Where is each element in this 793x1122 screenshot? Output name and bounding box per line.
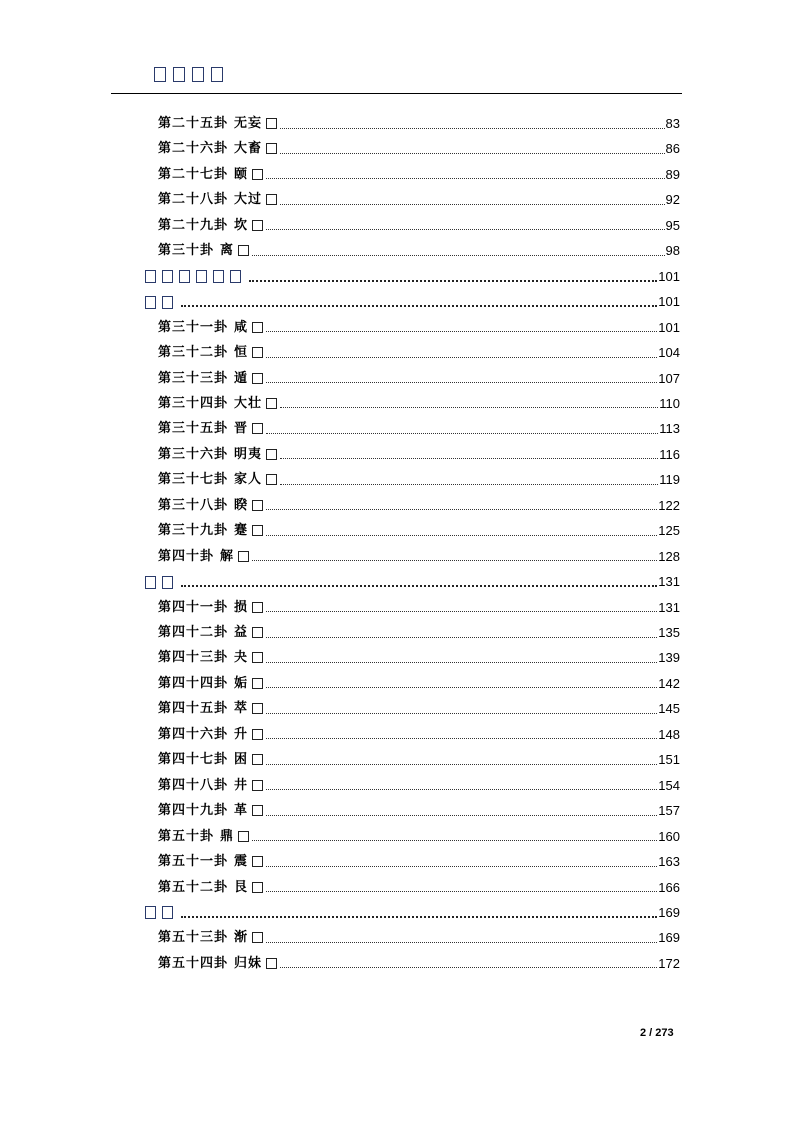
missing-glyph-icon bbox=[145, 906, 156, 919]
toc-page-number: 86 bbox=[665, 141, 680, 157]
missing-glyph-icon bbox=[266, 958, 277, 969]
hexagram-number: 第五十二卦 bbox=[158, 879, 229, 895]
dot-leader bbox=[266, 357, 657, 358]
hexagram-number: 第三十六卦 bbox=[158, 446, 229, 462]
hexagram-number: 第四十二卦 bbox=[158, 625, 229, 640]
toc-page-number: 122 bbox=[658, 497, 680, 513]
toc-entry[interactable] bbox=[158, 598, 680, 618]
missing-glyph-icon bbox=[252, 347, 263, 358]
hexagram-number: 第五十一卦 bbox=[158, 854, 229, 870]
hexagram-name: 井 bbox=[234, 777, 249, 793]
hexagram-name: 鼎 bbox=[220, 828, 235, 844]
section-title bbox=[145, 270, 241, 283]
hexagram-number: 第四十九卦 bbox=[158, 803, 229, 819]
hexagram-number: 第三十八卦 bbox=[158, 497, 229, 513]
hexagram-number: 第四十卦 bbox=[158, 548, 215, 564]
toc-entry[interactable] bbox=[158, 419, 680, 439]
hexagram-name: 坎 bbox=[234, 217, 249, 233]
dot-leader bbox=[280, 484, 658, 485]
toc-entry[interactable] bbox=[158, 369, 680, 389]
hexagram-number: 第四十一卦 bbox=[158, 599, 229, 615]
toc-page-number: 139 bbox=[658, 650, 680, 666]
toc-entry[interactable] bbox=[158, 139, 680, 159]
toc-entry-label bbox=[158, 827, 249, 847]
toc-page-number: 116 bbox=[659, 446, 680, 462]
dot-leader bbox=[280, 458, 658, 459]
toc-entry-label bbox=[158, 394, 277, 414]
dot-leader bbox=[181, 305, 657, 307]
toc-entry-label bbox=[158, 598, 263, 618]
toc-page-number: 101 bbox=[658, 319, 680, 335]
toc-entry-label bbox=[158, 623, 263, 643]
section-title bbox=[145, 296, 173, 309]
toc-entry-label bbox=[158, 954, 277, 974]
dot-leader bbox=[266, 611, 657, 612]
hexagram-name: 大畜 bbox=[234, 141, 263, 157]
missing-glyph-icon bbox=[179, 270, 190, 283]
missing-glyph-icon bbox=[238, 551, 249, 562]
hexagram-name: 姤 bbox=[234, 675, 249, 691]
missing-glyph-icon bbox=[173, 67, 185, 82]
hexagram-name: 明夷 bbox=[234, 446, 263, 462]
toc-page-number: 148 bbox=[658, 726, 680, 742]
hexagram-name: 归妹 bbox=[234, 955, 263, 971]
toc-page-number: 169 bbox=[658, 904, 680, 920]
toc-page-number: 166 bbox=[658, 879, 680, 895]
toc-entry-label bbox=[158, 318, 263, 338]
hexagram-name: 离 bbox=[220, 243, 235, 259]
toc-page-number: 89 bbox=[665, 166, 680, 182]
hexagram-name: 晋 bbox=[234, 421, 249, 437]
toc-page-number: 145 bbox=[658, 701, 680, 717]
hexagram-name: 艮 bbox=[234, 879, 249, 895]
section-title bbox=[145, 906, 173, 919]
toc-page-number: 98 bbox=[665, 243, 680, 259]
toc-entry[interactable] bbox=[158, 623, 680, 643]
page-header bbox=[111, 60, 682, 94]
toc-entry-label bbox=[158, 419, 263, 439]
toc-entry-label bbox=[158, 750, 263, 770]
toc-page-number: 101 bbox=[658, 268, 680, 284]
toc-entry[interactable] bbox=[158, 648, 680, 668]
toc-entry-label bbox=[158, 725, 263, 745]
dot-leader bbox=[266, 866, 657, 867]
toc-section-entry[interactable] bbox=[145, 572, 680, 592]
hexagram-number: 第三十二卦 bbox=[158, 345, 229, 361]
toc-page-number: 104 bbox=[658, 345, 680, 361]
missing-glyph-icon bbox=[252, 703, 263, 714]
toc-entry-label bbox=[158, 165, 263, 185]
hexagram-name: 革 bbox=[234, 803, 249, 819]
toc-entry-label bbox=[158, 878, 263, 898]
hexagram-name: 夬 bbox=[234, 650, 249, 666]
missing-glyph-icon bbox=[252, 652, 263, 663]
toc-entry-label bbox=[158, 343, 263, 363]
missing-glyph-icon bbox=[252, 882, 263, 893]
missing-glyph-icon bbox=[252, 373, 263, 384]
toc-page-number: 101 bbox=[658, 294, 680, 310]
hexagram-number: 第四十三卦 bbox=[158, 650, 229, 666]
missing-glyph-icon bbox=[230, 270, 241, 283]
hexagram-number: 第三十五卦 bbox=[158, 421, 229, 437]
hexagram-number: 第四十五卦 bbox=[158, 701, 229, 717]
hexagram-name: 益 bbox=[234, 625, 249, 640]
missing-glyph-icon bbox=[145, 270, 156, 283]
toc-entry-label bbox=[158, 216, 263, 236]
toc-entry[interactable] bbox=[158, 827, 680, 847]
hexagram-number: 第二十七卦 bbox=[158, 166, 229, 182]
toc-entry[interactable] bbox=[158, 699, 680, 719]
toc-entry[interactable] bbox=[158, 776, 680, 796]
toc-section-entry[interactable] bbox=[145, 903, 680, 923]
missing-glyph-icon bbox=[145, 296, 156, 309]
toc-page-number: 135 bbox=[658, 625, 680, 640]
toc-entry[interactable] bbox=[158, 394, 680, 414]
dot-leader bbox=[266, 942, 657, 943]
hexagram-name: 解 bbox=[220, 548, 235, 564]
hexagram-number: 第三十七卦 bbox=[158, 472, 229, 488]
toc-entry-label bbox=[158, 547, 249, 567]
dot-leader bbox=[266, 815, 657, 816]
dot-leader bbox=[266, 535, 657, 536]
dot-leader bbox=[266, 331, 657, 332]
toc-entry-label bbox=[158, 190, 277, 210]
toc-page-number: 169 bbox=[658, 930, 680, 946]
header-title bbox=[154, 67, 223, 82]
missing-glyph-icon bbox=[211, 67, 223, 82]
missing-glyph-icon bbox=[162, 296, 173, 309]
toc-entry[interactable] bbox=[158, 343, 680, 363]
missing-glyph-icon bbox=[154, 67, 166, 82]
toc-entry[interactable] bbox=[158, 496, 680, 516]
dot-leader bbox=[266, 764, 657, 765]
hexagram-number: 第二十八卦 bbox=[158, 192, 229, 208]
hexagram-number: 第四十八卦 bbox=[158, 777, 229, 793]
dot-leader bbox=[266, 891, 657, 892]
hexagram-number: 第三十一卦 bbox=[158, 319, 229, 335]
toc-entry[interactable] bbox=[158, 241, 680, 261]
toc-entry[interactable] bbox=[158, 547, 680, 567]
toc-entry-label bbox=[158, 928, 263, 948]
toc-entry-label bbox=[158, 445, 277, 465]
toc-entry[interactable] bbox=[158, 928, 680, 948]
missing-glyph-icon bbox=[196, 270, 207, 283]
hexagram-name: 蹇 bbox=[234, 523, 249, 539]
toc-entry[interactable] bbox=[158, 674, 680, 694]
toc-entry[interactable] bbox=[158, 114, 680, 134]
hexagram-name: 家人 bbox=[234, 472, 263, 488]
missing-glyph-icon bbox=[266, 143, 277, 154]
hexagram-number: 第二十九卦 bbox=[158, 217, 229, 233]
missing-glyph-icon bbox=[192, 67, 204, 82]
hexagram-name: 萃 bbox=[234, 701, 249, 717]
toc-page-number: 163 bbox=[658, 854, 680, 870]
toc-page-number: 119 bbox=[659, 472, 680, 488]
missing-glyph-icon bbox=[266, 194, 277, 205]
missing-glyph-icon bbox=[252, 423, 263, 434]
hexagram-number: 第三十三卦 bbox=[158, 370, 229, 386]
hexagram-number: 第三十卦 bbox=[158, 243, 215, 259]
dot-leader bbox=[266, 738, 657, 739]
toc-page-number: 151 bbox=[658, 752, 680, 768]
hexagram-name: 大过 bbox=[234, 192, 263, 208]
dot-leader bbox=[181, 916, 657, 918]
missing-glyph-icon bbox=[252, 525, 263, 536]
missing-glyph-icon bbox=[252, 169, 263, 180]
toc-entry[interactable] bbox=[158, 521, 680, 541]
missing-glyph-icon bbox=[252, 500, 263, 511]
missing-glyph-icon bbox=[252, 856, 263, 867]
missing-glyph-icon bbox=[145, 576, 156, 589]
dot-leader bbox=[266, 229, 665, 230]
hexagram-name: 渐 bbox=[234, 930, 249, 946]
toc-page-number: 128 bbox=[658, 548, 680, 564]
missing-glyph-icon bbox=[238, 245, 249, 256]
hexagram-name: 颐 bbox=[234, 166, 249, 182]
toc-entry[interactable] bbox=[158, 725, 680, 745]
dot-leader bbox=[266, 382, 657, 383]
hexagram-number: 第三十九卦 bbox=[158, 523, 229, 539]
dot-leader bbox=[266, 637, 657, 638]
dot-leader bbox=[252, 840, 657, 841]
toc-page-number: 160 bbox=[658, 828, 680, 844]
hexagram-number: 第四十四卦 bbox=[158, 675, 229, 691]
toc-page-number: 125 bbox=[658, 523, 680, 539]
missing-glyph-icon bbox=[266, 118, 277, 129]
toc-page-number: 157 bbox=[658, 803, 680, 819]
toc-section-entry[interactable] bbox=[145, 267, 680, 287]
toc-entry[interactable] bbox=[158, 954, 680, 974]
toc-entry-label bbox=[158, 369, 263, 389]
hexagram-name: 震 bbox=[234, 854, 249, 870]
hexagram-number: 第五十卦 bbox=[158, 828, 215, 844]
missing-glyph-icon bbox=[266, 398, 277, 409]
dot-leader bbox=[280, 967, 657, 968]
dot-leader bbox=[252, 255, 665, 256]
missing-glyph-icon bbox=[252, 220, 263, 231]
dot-leader bbox=[252, 560, 657, 561]
hexagram-number: 第四十七卦 bbox=[158, 752, 229, 768]
missing-glyph-icon bbox=[252, 754, 263, 765]
toc-entry[interactable] bbox=[158, 801, 680, 821]
hexagram-name: 升 bbox=[234, 726, 249, 742]
toc-page-number: 95 bbox=[665, 217, 680, 233]
dot-leader bbox=[249, 280, 657, 282]
toc-entry-label bbox=[158, 852, 263, 872]
missing-glyph-icon bbox=[238, 831, 249, 842]
hexagram-name: 损 bbox=[234, 599, 249, 615]
hexagram-name: 睽 bbox=[234, 497, 249, 513]
hexagram-number: 第五十三卦 bbox=[158, 930, 229, 946]
missing-glyph-icon bbox=[252, 627, 263, 638]
toc-entry-label bbox=[158, 496, 263, 516]
missing-glyph-icon bbox=[252, 780, 263, 791]
dot-leader bbox=[280, 204, 665, 205]
toc-page-number: 110 bbox=[659, 395, 680, 411]
dot-leader bbox=[181, 585, 657, 587]
hexagram-name: 无妄 bbox=[234, 116, 263, 131]
dot-leader bbox=[266, 713, 657, 714]
toc-entry-label bbox=[158, 674, 263, 694]
missing-glyph-icon bbox=[266, 449, 277, 460]
hexagram-name: 咸 bbox=[234, 319, 249, 335]
toc-entry[interactable] bbox=[158, 852, 680, 872]
hexagram-number: 第四十六卦 bbox=[158, 726, 229, 742]
toc-page-number: 172 bbox=[658, 955, 680, 971]
missing-glyph-icon bbox=[252, 322, 263, 333]
hexagram-number: 第三十四卦 bbox=[158, 395, 229, 411]
toc-entry[interactable] bbox=[158, 318, 680, 338]
missing-glyph-icon bbox=[252, 602, 263, 613]
toc-page-number: 107 bbox=[658, 370, 680, 386]
toc-section-entry[interactable] bbox=[145, 292, 680, 312]
toc-entry[interactable] bbox=[158, 878, 680, 898]
toc-entry-label bbox=[158, 114, 277, 134]
toc-page-number: 92 bbox=[665, 192, 680, 208]
dot-leader bbox=[280, 407, 658, 408]
toc-entry[interactable] bbox=[158, 216, 680, 236]
toc-entry[interactable] bbox=[158, 470, 680, 490]
dot-leader bbox=[266, 433, 658, 434]
hexagram-name: 困 bbox=[234, 752, 249, 768]
missing-glyph-icon bbox=[252, 805, 263, 816]
toc-entry-label bbox=[158, 648, 263, 668]
toc-entry[interactable] bbox=[158, 445, 680, 465]
hexagram-number: 第二十五卦 bbox=[158, 116, 229, 131]
dot-leader bbox=[266, 178, 665, 179]
missing-glyph-icon bbox=[213, 270, 224, 283]
toc-page-number: 83 bbox=[665, 116, 680, 131]
dot-leader bbox=[266, 662, 657, 663]
missing-glyph-icon bbox=[252, 932, 263, 943]
dot-leader bbox=[266, 687, 657, 688]
toc-entry-label bbox=[158, 241, 249, 261]
toc-entry[interactable] bbox=[158, 750, 680, 770]
toc-entry[interactable] bbox=[158, 165, 680, 185]
dot-leader bbox=[280, 153, 665, 154]
toc-entry[interactable] bbox=[158, 190, 680, 210]
dot-leader bbox=[280, 128, 665, 129]
toc-entry-label bbox=[158, 521, 263, 541]
hexagram-number: 第五十四卦 bbox=[158, 955, 229, 971]
hexagram-name: 恒 bbox=[234, 345, 249, 361]
toc-entry-label bbox=[158, 699, 263, 719]
page-number: 2 / 273 bbox=[640, 1027, 674, 1039]
toc-entry-label bbox=[158, 776, 263, 796]
missing-glyph-icon bbox=[162, 906, 173, 919]
toc-page-number: 142 bbox=[658, 675, 680, 691]
missing-glyph-icon bbox=[252, 678, 263, 689]
missing-glyph-icon bbox=[162, 576, 173, 589]
hexagram-name: 遁 bbox=[234, 370, 249, 386]
section-title bbox=[145, 576, 173, 589]
missing-glyph-icon bbox=[162, 270, 173, 283]
dot-leader bbox=[266, 789, 657, 790]
toc-entry-label bbox=[158, 801, 263, 821]
hexagram-number: 第二十六卦 bbox=[158, 141, 229, 157]
dot-leader bbox=[266, 509, 657, 510]
toc-page-number: 113 bbox=[659, 421, 680, 437]
toc-entry-label bbox=[158, 139, 277, 159]
toc-page-number: 154 bbox=[658, 777, 680, 793]
toc-page-number: 131 bbox=[658, 599, 680, 615]
missing-glyph-icon bbox=[252, 729, 263, 740]
toc-entry-label bbox=[158, 470, 277, 490]
hexagram-name: 大壮 bbox=[234, 395, 263, 411]
toc-page-number: 131 bbox=[658, 574, 680, 590]
missing-glyph-icon bbox=[266, 474, 277, 485]
